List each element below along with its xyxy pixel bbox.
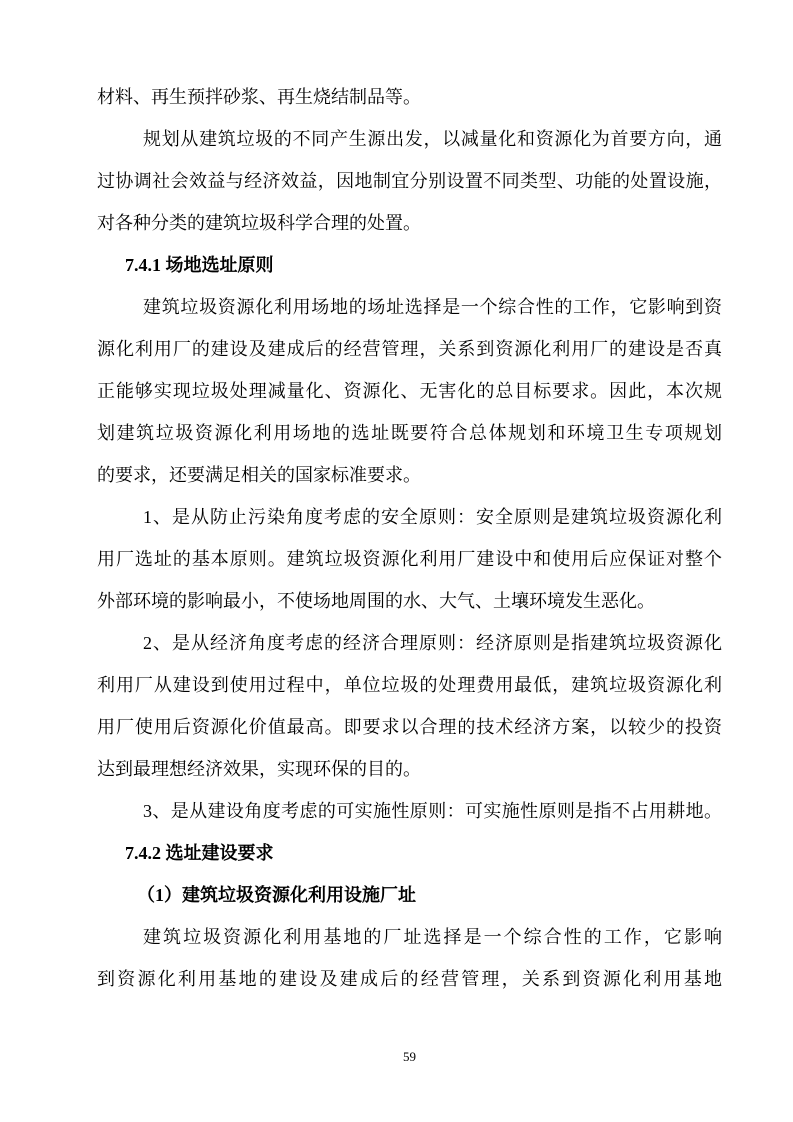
text-line: 划建筑垃圾资源化利用场地的选址既要符合总体规划和环境卫生专项规划: [97, 423, 722, 443]
text-line: 的要求，还要满足相关的国家标准要求。: [97, 465, 421, 485]
text-line: 源化利用厂的建设及建成后的经营管理，关系到资源化利用厂的建设是否真: [97, 339, 722, 359]
document-body: [97, 76, 722, 1000]
text-line: 规划从建筑垃圾的不同产生源出发，以减量化和资源化为首要方向，通: [143, 129, 722, 149]
text-line: 正能够实现垃圾处理减量化、资源化、无害化的总目标要求。因此，本次规: [97, 381, 722, 401]
section-heading: 7.4.1 场地选址原则: [125, 255, 274, 275]
section-heading: （1）建筑垃圾资源化利用设施厂址: [137, 885, 416, 905]
text-line: 达到最理想经济效果，实现环保的目的。: [97, 759, 421, 779]
text-line: 建筑垃圾资源化利用场地的场址选择是一个综合性的工作，它影响到资: [143, 297, 722, 317]
text-line: 2、是从经济角度考虑的经济合理原则：经济原则是指建筑垃圾资源化: [143, 633, 722, 653]
section-heading: 7.4.2 选址建设要求: [125, 843, 274, 863]
text-line: 用厂选址的基本原则。建筑垃圾资源化利用厂建设中和使用后应保证对整个: [97, 549, 722, 569]
text-line: 对各种分类的建筑垃圾科学合理的处置。: [97, 213, 421, 233]
text-line: 1、是从防止污染角度考虑的安全原则：安全原则是建筑垃圾资源化利: [143, 507, 722, 527]
text-line: 建筑垃圾资源化利用基地的厂址选择是一个综合性的工作，它影响: [143, 927, 722, 947]
text-line: 材料、再生预拌砂浆、再生烧结制品等。: [97, 87, 421, 107]
text-line: 过协调社会效益与经济效益，因地制宜分别设置不同类型、功能的处置设施，: [97, 171, 722, 191]
page-number: 59: [403, 1049, 416, 1064]
text-line: 3、是从建设角度考虑的可实施性原则：可实施性原则是指不占用耕地。: [143, 801, 722, 821]
text-line: 外部环境的影响最小，不使场地周围的水、大气、土壤环境发生恶化。: [97, 591, 655, 611]
text-line: 利用厂从建设到使用过程中，单位垃圾的处理费用最低，建筑垃圾资源化利: [97, 675, 722, 695]
text-line: 用厂使用后资源化价值最高。即要求以合理的技术经济方案，以较少的投资: [97, 717, 722, 737]
text-line: 到资源化利用基地的建设及建成后的经营管理，关系到资源化利用基地: [97, 969, 722, 989]
page-footer: [97, 1048, 722, 1066]
